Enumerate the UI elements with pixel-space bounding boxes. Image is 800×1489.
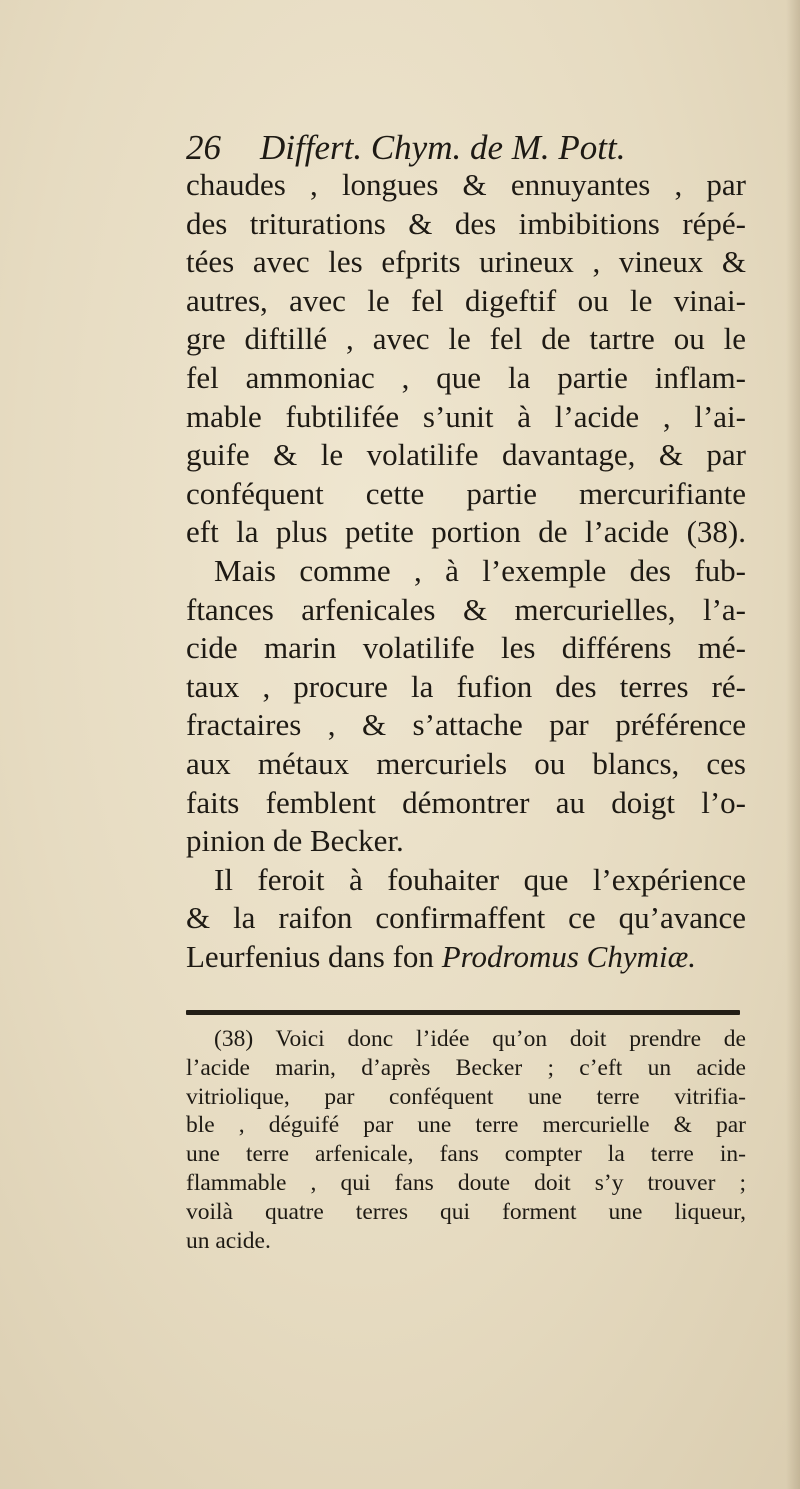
- page-header: [186, 126, 706, 170]
- text-line: gre diftillé , avec le fel de tartre ou le: [186, 321, 746, 357]
- text-line: mable fubtilifée s’unit à l’acide , l’ai-: [186, 398, 746, 434]
- footnote-rule: [186, 1010, 740, 1015]
- footnote-line: flammable , qui fans doute doit s’y trouver ;: [186, 1169, 746, 1196]
- text-line: ftances arfenicales & mercurielles, l’a-: [186, 591, 746, 627]
- text-line: autres, avec le fel digeftif ou le vinai-: [186, 282, 746, 318]
- page-number: 26: [186, 128, 221, 167]
- text-line: guife & le volatilife davantage, & par: [186, 437, 746, 473]
- book-title-italic: Prodromus Chymiæ.: [441, 938, 697, 974]
- text-line: faits femblent démontrer au doigt l’o-: [186, 784, 746, 820]
- footnote-line: (38) Voici donc l’idée qu’on doit prendre de: [214, 1026, 746, 1052]
- text-line: conféquent cette partie mercurifiante: [186, 475, 746, 511]
- text-line: fel ammoniac , que la partie inflam-: [186, 359, 746, 395]
- footnote-line: l’acide marin, d’après Becker ; c’eft un acide: [186, 1054, 746, 1081]
- footnote-line: une terre arfenicale, fans compter la terre in-: [186, 1141, 746, 1168]
- footnote-line: ble , déguifé par une terre mercurielle & par: [186, 1112, 746, 1139]
- page-edge-shadow: [786, 0, 800, 1489]
- text-line: cide marin volatilife les différens mé-: [186, 630, 746, 666]
- text-line: & la raifon confirmaffent ce qu’avance: [186, 900, 746, 936]
- text-line: Il feroit à fouhaiter que l’expérience: [214, 861, 746, 897]
- text-line-prefix: Leurfenius dans fon: [186, 938, 442, 974]
- text-line: pinion de Becker.: [186, 823, 404, 859]
- text-line: des triturations & des imbibitions répé-: [186, 205, 746, 241]
- text-line: tées avec les efprits urineux , vineux &: [186, 244, 746, 280]
- main-text: [186, 166, 746, 976]
- footnote-line: un acide.: [186, 1227, 271, 1254]
- running-title: Differt. Chym. de M. Pott.: [260, 128, 626, 167]
- text-line: taux , procure la fufion des terres ré-: [186, 668, 746, 704]
- text-line: Mais comme , à l’exemple des fub-: [214, 552, 746, 588]
- footnote-line: vitriolique, par conféquent une terre vitrifia-: [186, 1083, 746, 1110]
- text-line: fractaires , & s’attache par préférence: [186, 707, 746, 743]
- text-line: aux métaux mercuriels ou blancs, ces: [186, 745, 746, 781]
- footnote: [186, 1025, 746, 1255]
- text-line: eft la plus petite portion de l’acide (38).: [186, 514, 746, 550]
- footnote-line: voilà quatre terres qui forment une liqueur,: [186, 1198, 746, 1225]
- text-line-last: [186, 938, 746, 977]
- text-line: chaudes , longues & ennuyantes , par: [186, 167, 746, 202]
